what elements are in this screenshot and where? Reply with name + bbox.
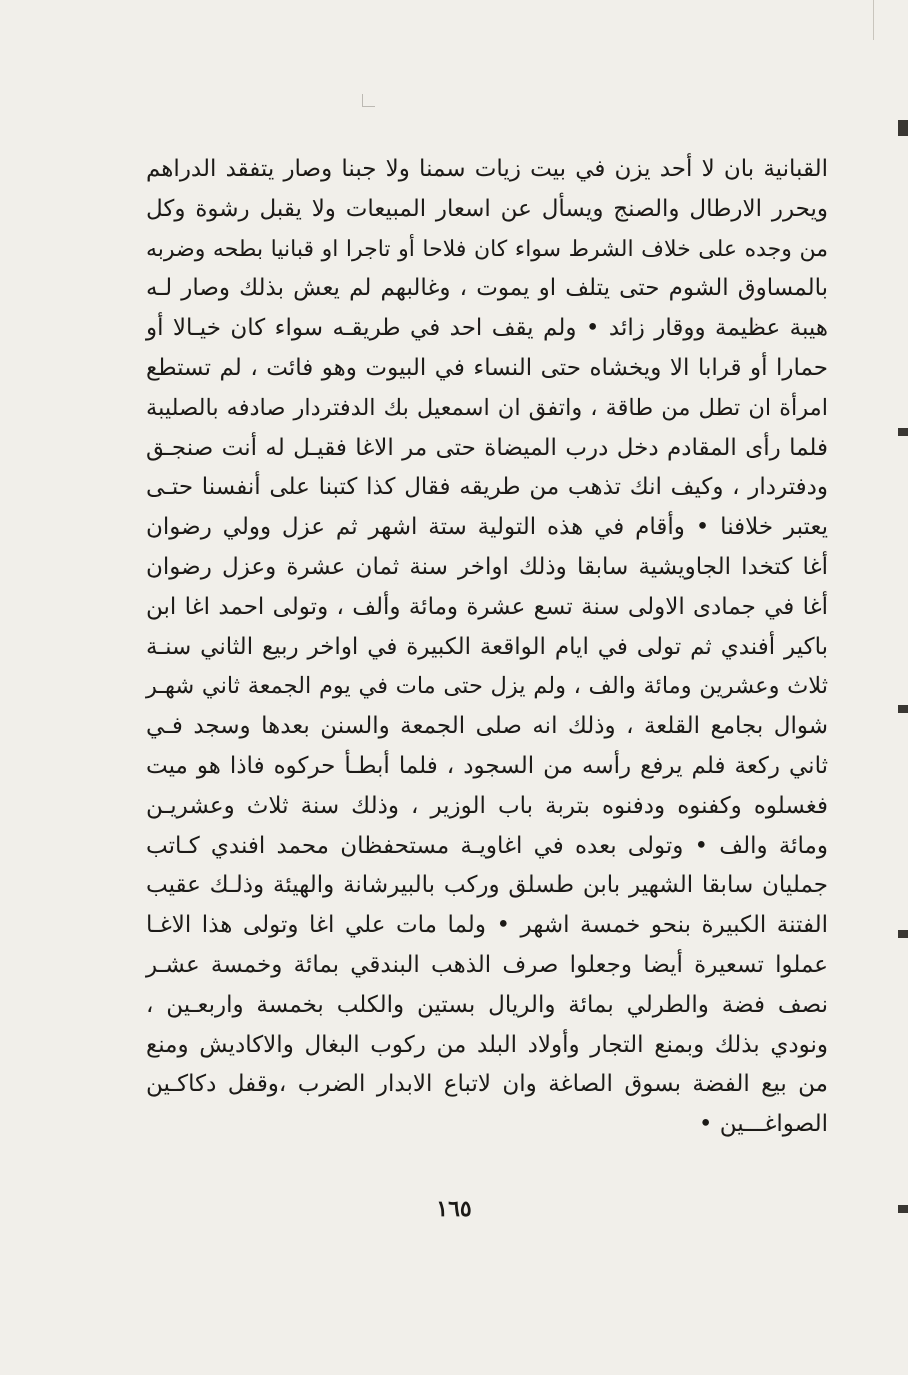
text-line: أغا في جمادى الاولى سنة تسع عشرة ومائة وألف ، وتولى احمد اغا ابن xyxy=(146,593,828,620)
text-line: من بيع الفضة بسوق الصاغة وان لاتباع الابدار الضرب ،وقفل دكاكـين xyxy=(146,1071,828,1098)
edge-mark xyxy=(898,120,908,136)
text-line: جمليان سابقا الشهير بابن طسلق وركب بالبيرشانة والهيئة وذلـك عقيب xyxy=(146,872,828,899)
page-speck xyxy=(362,94,375,107)
page-number: ١٦٥ xyxy=(436,1196,472,1222)
text-line: نصف فضة والطرلي بمائة والريال بستين والكلب بخمسة واربعـين ، xyxy=(146,991,828,1018)
edge-mark xyxy=(898,428,908,436)
text-line: امرأة ان تطل من طاقة ، واتفق ان اسمعيل بك الدفتردار صادفه بالصليبة xyxy=(146,394,828,421)
text-line: شوال بجامع القلعة ، وذلك انه صلى الجمعة والسنن بعدها وسجد فـي xyxy=(146,713,828,740)
text-line: أغا كتخدا الجاويشية سابقا وذلك اواخر سنة ثمان عشرة وعزل رضوان xyxy=(146,553,828,580)
text-line: ونودي بذلك وبمنع التجار وأولاد البلد من ركوب البغال والاكاديش ومنع xyxy=(146,1031,828,1058)
text-line: ثلاث وعشرين ومائة والف ، ولم يزل حتى مات في يوم الجمعة ثاني شهـر xyxy=(146,673,828,700)
page-body-text xyxy=(146,150,828,1145)
text-line: الفتنة الكبيرة بنحو خمسة اشهر • ولما مات علي اغا وتولى هذا الاغـا xyxy=(146,912,828,939)
text-line: فلما رأى المقادم دخل درب الميضاة حتى مر الاغا فقيـل له أنت صنجـق xyxy=(146,434,828,461)
edge-mark xyxy=(898,705,908,713)
text-line: ويحرر الارطال والصنج ويسأل عن اسعار المبيعات ولا يقبل رشوة وكل xyxy=(146,195,828,222)
text-line: القبانية بان لا أحد يزن في بيت زيات سمنا ولا جبنا وصار يتفقد الدراهم xyxy=(146,156,828,182)
page-crease xyxy=(873,0,874,40)
text-line: يعتبر خلافنا • وأقام في هذه التولية ستة اشهر ثم عزل وولي رضوان xyxy=(146,514,828,541)
text-line: حمارا أو قرابا الا ويخشاه حتى النساء في البيوت وهو فائت ، لم تستطع xyxy=(146,354,828,381)
text-line: بالمساوق الشوم حتى يتلف او يموت ، وغالبهم لم يعش بذلك وصار لـه xyxy=(146,275,828,302)
text-line: باكير أفندي ثم تولى في ايام الواقعة الكبيرة في اواخر ربيع الثاني سنـة xyxy=(146,633,828,660)
text-line: هيبة عظيمة ووقار زائد • ولم يقف احد في طريقـه سواء كان خيـالا أو xyxy=(146,315,828,342)
text-line: ومائة والف • وتولى بعده في اغاويـة مستحفظان محمد افندي كـاتب xyxy=(146,832,828,859)
text-line: الصواغـــين • xyxy=(698,1111,828,1138)
text-line: ودفتردار ، وكيف انك تذهب من طريقه فقال كذا كتبنا على أنفسنا حتـى xyxy=(146,474,828,501)
text-line: من وجده على خلاف الشرط سواء كان فلاحا أو تاجرا او قبانيا بطحه وضربه xyxy=(146,236,828,262)
text-line: عملوا تسعيرة أيضا وجعلوا صرف الذهب البندقي بمائة وخمسة عشـر xyxy=(146,951,828,978)
text-line: فغسلوه وكفنوه ودفنوه بتربة باب الوزير ، وذلك سنة ثلاث وعشريـن xyxy=(146,792,828,819)
edge-mark xyxy=(898,930,908,938)
text-line: ثاني ركعة فلم يرفع رأسه من السجود ، فلما أبطـأ حركوه فاذا هو ميت xyxy=(146,752,828,779)
